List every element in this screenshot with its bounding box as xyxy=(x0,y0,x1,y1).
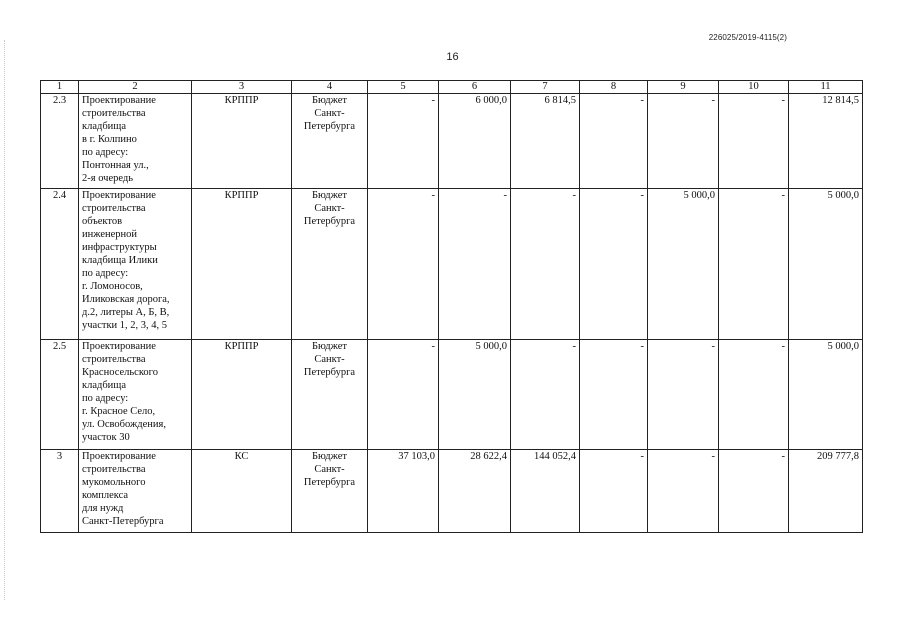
project-name: Проектирование строительства кладбища в г. Колпино по адресу: Понтонная ул., 2-я очередь xyxy=(79,94,192,189)
column-number: 2 xyxy=(79,81,192,94)
value-cell: 28 622,4 xyxy=(439,450,511,533)
column-number: 7 xyxy=(511,81,580,94)
total-cell: 12 814,5 xyxy=(789,94,863,189)
scan-edge xyxy=(4,40,6,600)
value-cell: - xyxy=(719,340,789,450)
column-number: 9 xyxy=(648,81,719,94)
program-code: КРППР xyxy=(192,340,292,450)
total-cell: 5 000,0 xyxy=(789,340,863,450)
row-number: 2.3 xyxy=(41,94,79,189)
value-cell: - xyxy=(368,340,439,450)
column-number-row xyxy=(41,81,863,94)
total-cell: 5 000,0 xyxy=(789,189,863,340)
value-cell: - xyxy=(511,340,580,450)
project-name: Проектирование строительства Красносельского кладбища по адресу: г. Красное Село, ул. Освобождения, участок 30 xyxy=(79,340,192,450)
value-cell: - xyxy=(648,94,719,189)
column-number: 3 xyxy=(192,81,292,94)
program-code: КС xyxy=(192,450,292,533)
program-code: КРППР xyxy=(192,94,292,189)
funding-source: Бюджет Санкт- Петербурга xyxy=(292,340,368,450)
page-number: 16 xyxy=(446,51,459,63)
column-number: 1 xyxy=(41,81,79,94)
column-number: 4 xyxy=(292,81,368,94)
value-cell: 5 000,0 xyxy=(439,340,511,450)
value-cell: - xyxy=(648,340,719,450)
row-number: 2.5 xyxy=(41,340,79,450)
column-number: 5 xyxy=(368,81,439,94)
value-cell: - xyxy=(580,450,648,533)
value-cell: 5 000,0 xyxy=(648,189,719,340)
value-cell: - xyxy=(580,189,648,340)
project-name: Проектирование строительства объектов инженерной инфраструктуры кладбища Илики по адресу: г. Ломоносов, Иликовская дорога, д.2, литеры А, Б, В, участки 1, 2, 3, 4, 5 xyxy=(79,189,192,340)
value-cell: - xyxy=(439,189,511,340)
funding-source: Бюджет Санкт- Петербурга xyxy=(292,450,368,533)
document-id: 226025/2019-4115(2) xyxy=(708,33,787,42)
project-name: Проектирование строительства мукомольного комплекса для нужд Санкт-Петербурга xyxy=(79,450,192,533)
column-number: 6 xyxy=(439,81,511,94)
value-cell: - xyxy=(580,94,648,189)
total-cell: 209 777,8 xyxy=(789,450,863,533)
value-cell: - xyxy=(719,189,789,340)
funding-source: Бюджет Санкт- Петербурга xyxy=(292,189,368,340)
value-cell: 6 814,5 xyxy=(511,94,580,189)
value-cell: - xyxy=(648,450,719,533)
column-number: 10 xyxy=(719,81,789,94)
funding-table xyxy=(40,80,863,533)
row-number: 2.4 xyxy=(41,189,79,340)
value-cell: - xyxy=(719,94,789,189)
value-cell: 6 000,0 xyxy=(439,94,511,189)
table-row xyxy=(41,94,863,189)
value-cell: - xyxy=(511,189,580,340)
column-number: 11 xyxy=(789,81,863,94)
column-number: 8 xyxy=(580,81,648,94)
value-cell: - xyxy=(580,340,648,450)
program-code: КРППР xyxy=(192,189,292,340)
table-row xyxy=(41,340,863,450)
value-cell: 144 052,4 xyxy=(511,450,580,533)
value-cell: 37 103,0 xyxy=(368,450,439,533)
table-row xyxy=(41,450,863,533)
value-cell: - xyxy=(368,189,439,340)
row-number: 3 xyxy=(41,450,79,533)
funding-source: Бюджет Санкт- Петербурга xyxy=(292,94,368,189)
value-cell: - xyxy=(368,94,439,189)
table-row xyxy=(41,189,863,340)
value-cell: - xyxy=(719,450,789,533)
